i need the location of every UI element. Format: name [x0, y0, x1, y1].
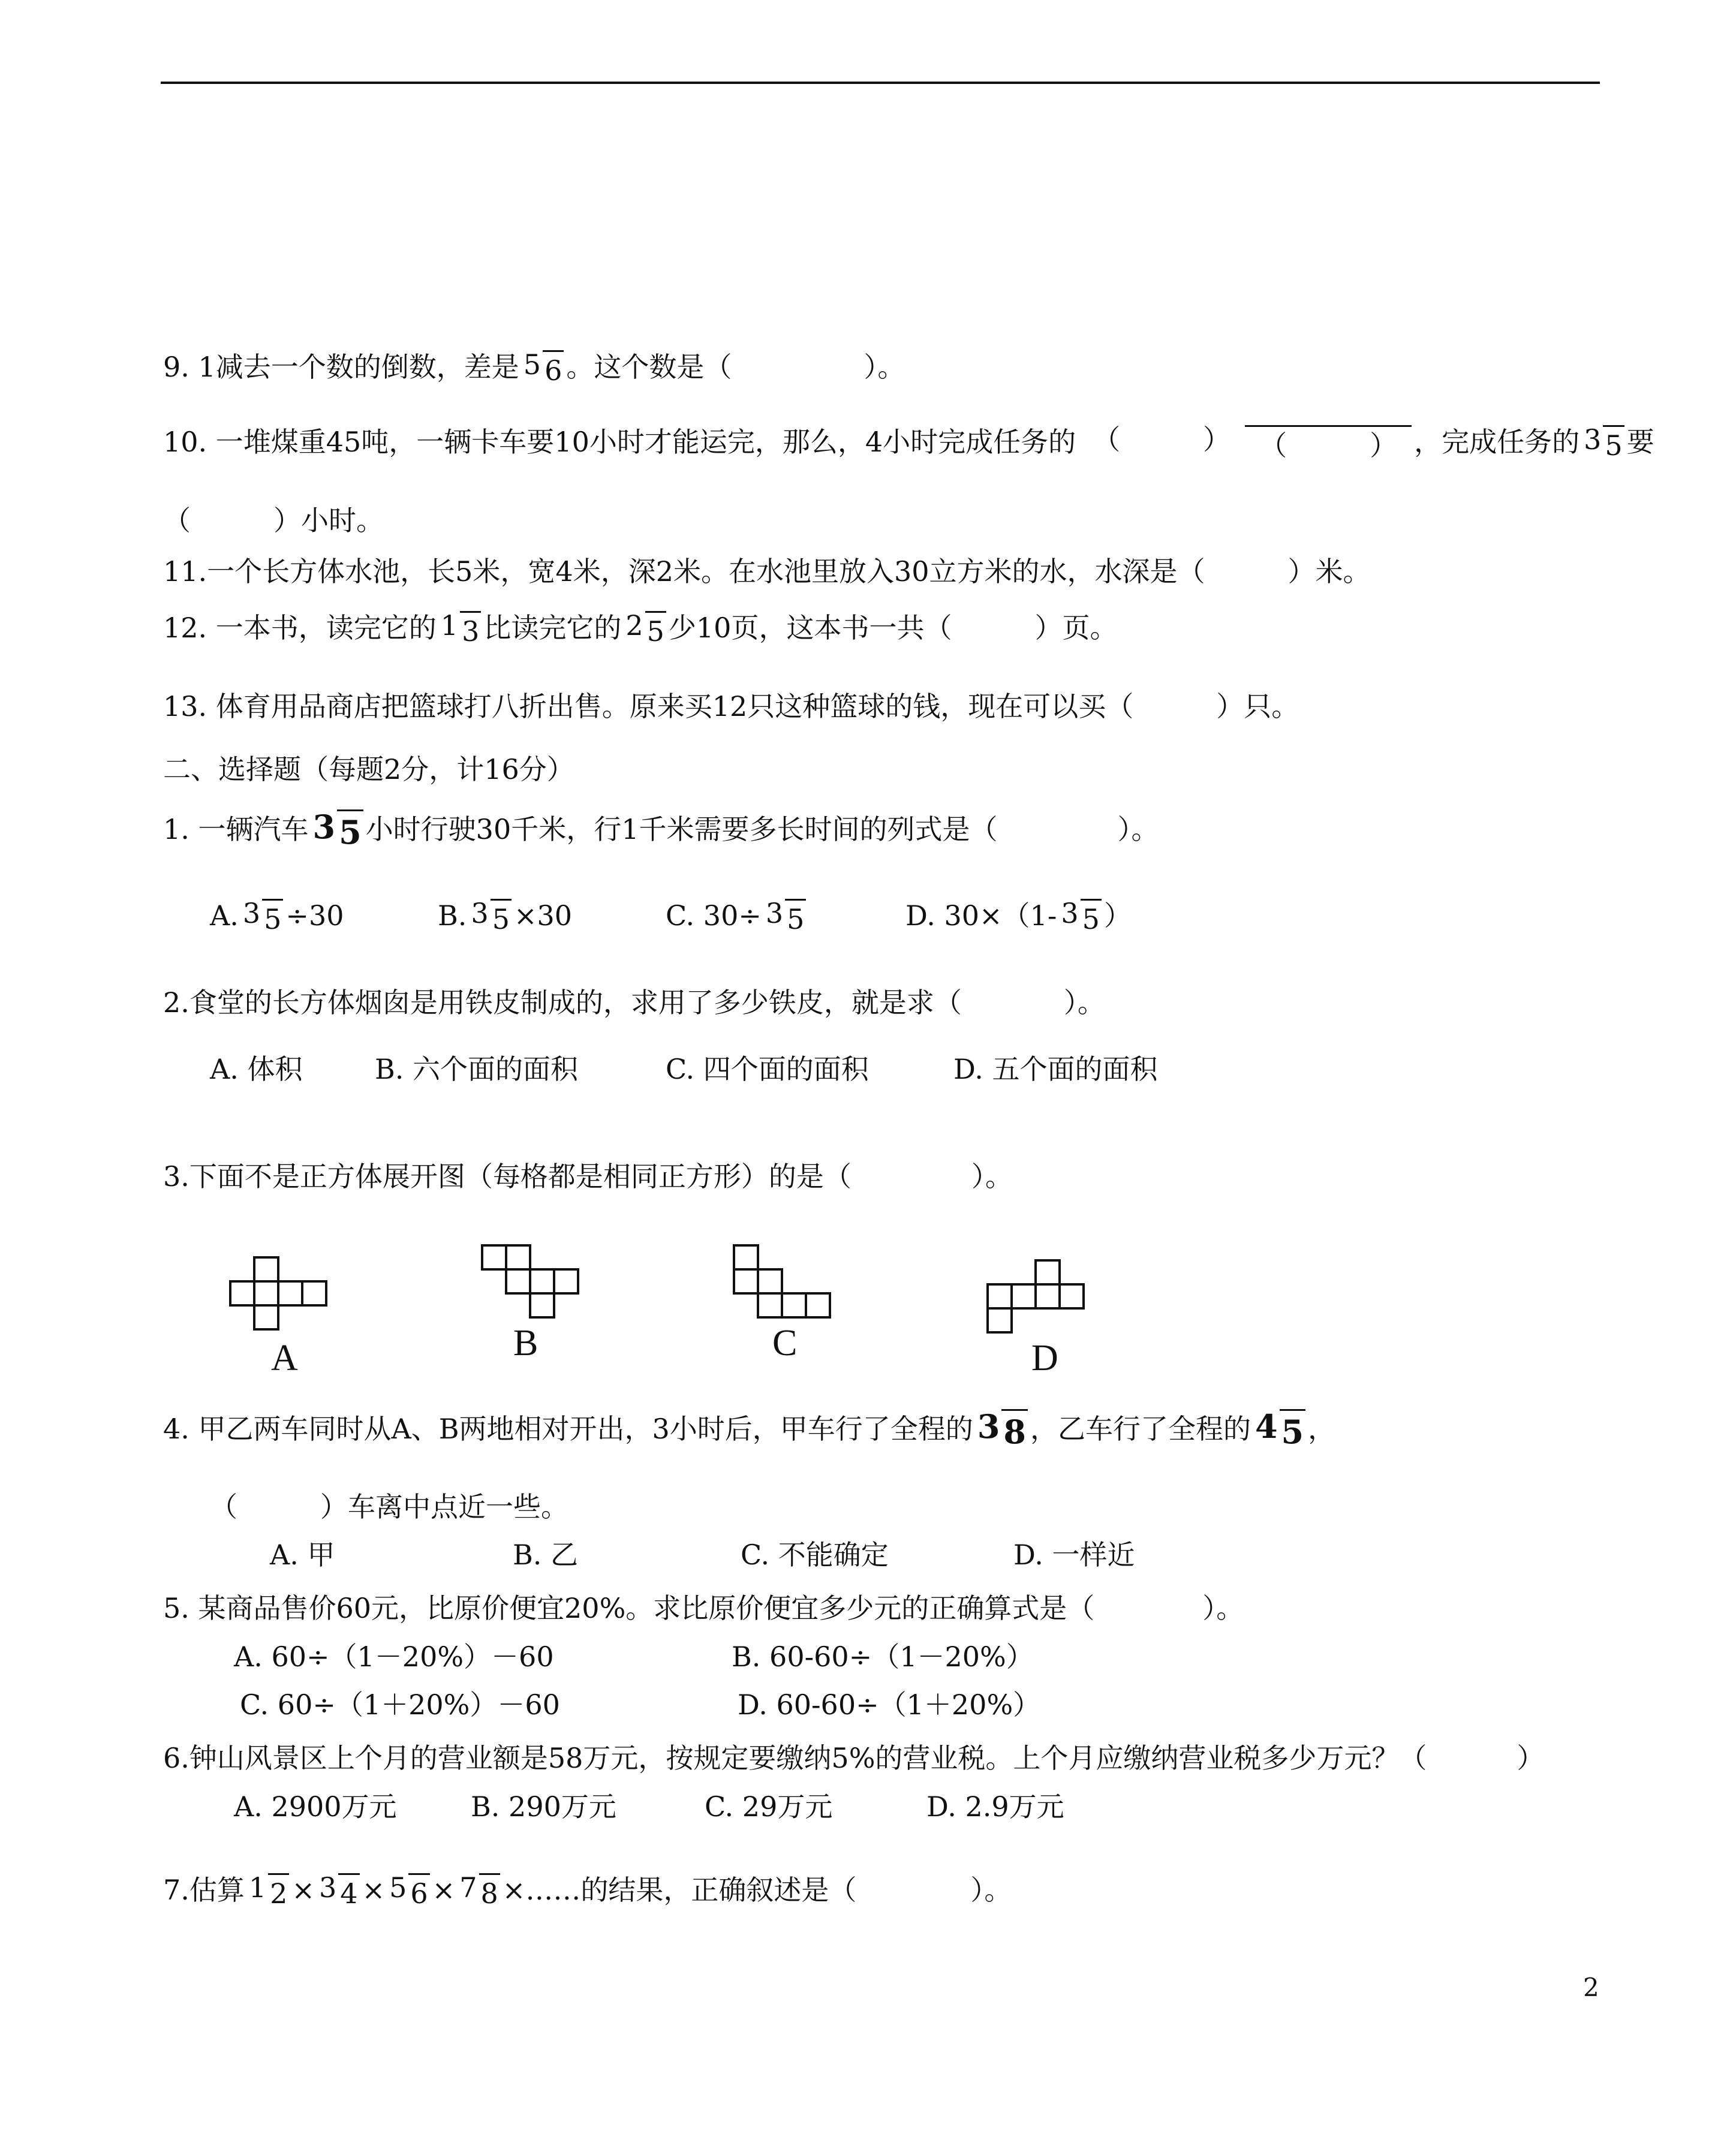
choice-question-1: 1. 一辆汽车 3 5 小时行驶30千米，行1千米需要多长时间的列式是（ ）。 — [163, 807, 1159, 851]
c4-option-d: D. 一样近 — [1013, 1539, 1135, 1571]
c2-option-a: A. 体积 — [210, 1053, 303, 1085]
header-rule — [161, 82, 1600, 84]
c1-option-a: A. 3 5 ÷30 — [210, 897, 344, 935]
question-10-line2: （ ）小时。 — [163, 504, 384, 537]
c6-option-d: D. 2.9万元 — [926, 1790, 1064, 1823]
c6-option-b: B. 290万元 — [471, 1790, 616, 1823]
c2-option-c: C. 四个面的面积 — [666, 1053, 869, 1085]
choice-question-7: 7.估算 1 2 × 3 4 × 5 6 × 7 8 ×……的结果，正确叙述是（ ）。 — [163, 1871, 1012, 1910]
c5-option-c: C. 60÷（1＋20%）－60 — [240, 1688, 560, 1721]
choice-question-4-line2: （ ）车离中点近一些。 — [210, 1491, 568, 1523]
choice-question-5: 5. 某商品售价60元，比原价便宜20%。求比原价便宜多少元的正确算式是（ ）。 — [163, 1592, 1244, 1624]
net-d-grid — [986, 1259, 1088, 1337]
net-label-a: A — [271, 1338, 298, 1379]
net-label-c: C — [772, 1323, 798, 1364]
choice-question-2: 2.食堂的长方体烟囱是用铁皮制成的，求用了多少铁皮，就是求（ ）。 — [163, 986, 1105, 1019]
c5-option-b: B. 60-60÷（1－20%） — [732, 1641, 1034, 1673]
c6-option-c: C. 29万元 — [705, 1790, 833, 1823]
net-b-grid — [481, 1244, 583, 1322]
choice-question-6: 6.钟山风景区上个月的营业额是58万元，按规定要缴纳5%的营业税。上个月应缴纳营业税多少万元？（ ） — [163, 1742, 1545, 1774]
net-a-grid — [229, 1256, 331, 1334]
c5-option-d: D. 60-60÷（1＋20%） — [738, 1688, 1041, 1721]
question-10: 10. 一堆煤重45吨，一辆卡车要10小时才能运完，那么，4小时完成任务的 （ ） （ ） ，完成任务的 3 5 要 — [163, 423, 1654, 462]
net-label-b: B — [513, 1323, 538, 1364]
choice-question-4: 4. 甲乙两车同时从A、B两地相对开出，3小时后，甲车行了全程的 3 8 ，乙车行了全程的 4 5 ， — [163, 1407, 1336, 1451]
c6-option-a: A. 2900万元 — [234, 1790, 397, 1823]
section-2-heading: 二、选择题（每题2分，计16分） — [163, 753, 574, 785]
question-9: 9. 1减去一个数的倒数，差是 5 6 。这个数是（ ）。 — [163, 348, 905, 387]
question-12: 12. 一本书，读完它的 1 3 比读完它的 2 5 少10页，这本书一共（ ）页。 — [163, 609, 1118, 648]
c1-option-b: B. 3 5 ×30 — [438, 897, 573, 935]
c4-option-c: C. 不能确定 — [741, 1539, 889, 1571]
c1-option-c: C. 30÷ 3 5 — [666, 896, 808, 933]
question-11: 11.一个长方体水池，长5米，宽4米，深2米。在水池里放入30立方米的水，水深是（ ）米。 — [163, 555, 1371, 588]
c5-option-a: A. 60÷（1－20%）－60 — [234, 1641, 554, 1673]
c4-option-a: A. 甲 — [270, 1539, 335, 1571]
answer-blank-fraction: （ ） （ ） — [1078, 425, 1412, 459]
c2-option-b: B. 六个面的面积 — [375, 1053, 579, 1085]
net-c-grid — [733, 1244, 835, 1322]
net-label-d: D — [1031, 1338, 1058, 1379]
c2-option-d: D. 五个面的面积 — [953, 1053, 1158, 1085]
page-number: 2 — [1583, 1973, 1599, 2002]
c4-option-b: B. 乙 — [513, 1539, 579, 1571]
question-13: 13. 体育用品商店把篮球打八折出售。原来买12只这种篮球的钱，现在可以买（ ）只。 — [163, 690, 1299, 723]
choice-question-3: 3.下面不是正方体展开图（每格都是相同正方形）的是（ ）。 — [163, 1160, 1013, 1193]
c1-option-d: D. 30×（1- 3 5 ） — [905, 897, 1132, 935]
